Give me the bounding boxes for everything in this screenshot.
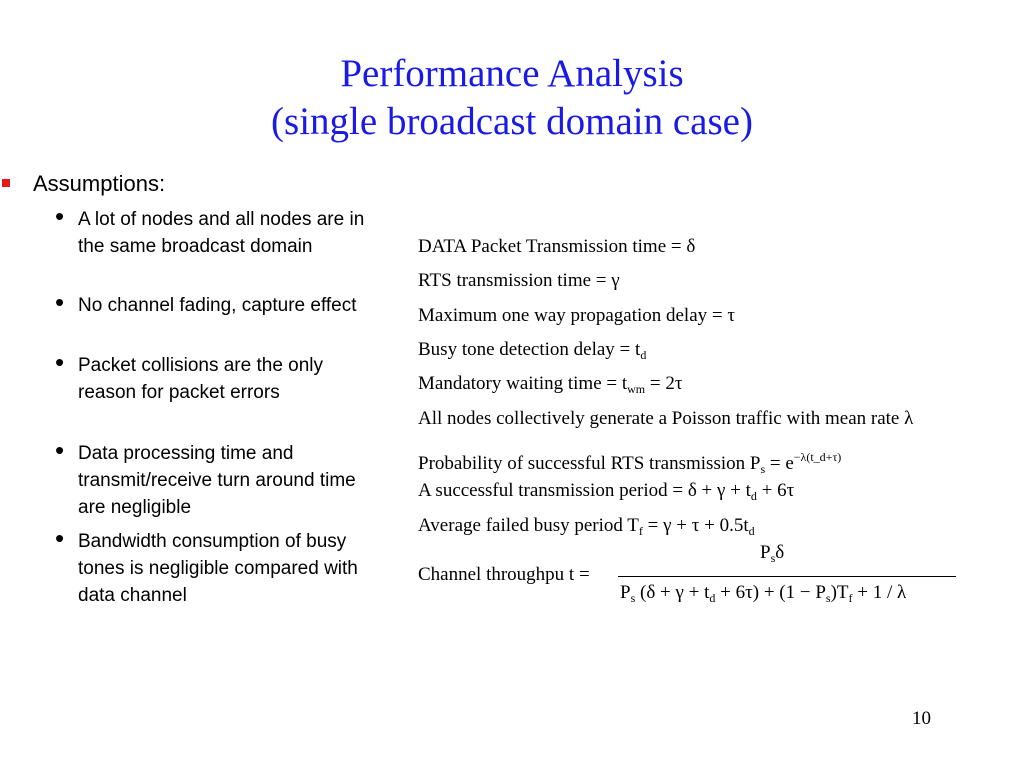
assumption-text: A lot of nodes and all nodes are in the same broadcast domain xyxy=(78,209,365,257)
eq-wait xyxy=(418,373,682,400)
eq-wait-sub: wm xyxy=(627,382,646,396)
den-sub4: f xyxy=(848,591,853,605)
assumption-text: Data processing time and transmit/receive turn around time are negligible xyxy=(78,443,356,518)
eq-wait-label: Mandatory waiting time = t xyxy=(418,373,628,394)
eq-busy-tone-label: Busy tone detection delay = t xyxy=(418,339,641,360)
eq-throughput-numerator xyxy=(760,542,784,566)
fraction-line xyxy=(618,576,956,577)
assumption-text: Packet collisions are the only reason for packet errors xyxy=(78,355,324,403)
assumption-text: No channel fading, capture effect xyxy=(78,295,357,316)
eq-throughput-denominator xyxy=(620,582,906,606)
eq-failed-rhs: = γ + τ + 0.5t xyxy=(642,515,749,536)
den-sub2: d xyxy=(709,591,716,605)
slide-title-line2: (single broadcast domain case) xyxy=(271,100,753,143)
eq-wait-rhs: = 2τ xyxy=(645,373,683,394)
eq-poisson: All nodes collectively generate a Poisson traffic with mean rate λ xyxy=(418,408,914,429)
slide-title-line1: Performance Analysis xyxy=(340,52,684,95)
bullet-dot-icon: • xyxy=(55,347,65,377)
bullet-dot-icon: • xyxy=(55,435,65,465)
bullet-dot-icon: • xyxy=(55,287,65,317)
num-rhs: δ xyxy=(775,542,785,563)
den-rhs3: )T xyxy=(830,582,849,603)
den-sub: s xyxy=(630,591,636,605)
eq-prob xyxy=(418,446,841,480)
eq-data-tx: DATA Packet Transmission time = δ xyxy=(418,236,696,257)
eq-throughput-label: Channel throughpu t = xyxy=(418,564,590,585)
red-square-bullet-icon xyxy=(2,179,10,187)
eq-prob-label: Probability of successful RTS transmission P xyxy=(418,453,761,474)
den-p: P xyxy=(620,582,631,603)
eq-success-label: A successful transmission period = δ + γ + t xyxy=(418,480,751,501)
eq-prob-sub: s xyxy=(760,462,766,476)
eq-failed-label: Average failed busy period T xyxy=(418,515,639,536)
eq-failed-sub2: d xyxy=(748,524,755,538)
slide-title xyxy=(0,50,1024,146)
eq-busy-tone xyxy=(418,339,646,366)
eq-busy-tone-sub: d xyxy=(640,348,647,362)
den-rhs2: + 6τ) + (1 − P xyxy=(715,582,826,603)
eq-prob-exp: −λ(t_d+τ) xyxy=(793,450,842,464)
eq-rts-tx: RTS transmission time = γ xyxy=(418,270,620,291)
eq-failed xyxy=(418,515,755,542)
assumption-text: Bandwidth consumption of busy tones is negligible compared with data channel xyxy=(78,531,358,606)
num-p: P xyxy=(760,542,771,563)
eq-success-rhs: + 6τ xyxy=(756,480,795,501)
eq-failed-sub: f xyxy=(638,524,643,538)
den-sub3: s xyxy=(825,591,831,605)
eq-prop-delay: Maximum one way propagation delay = τ xyxy=(418,305,735,326)
den-rhs4: + 1 / λ xyxy=(852,582,907,603)
eq-success xyxy=(418,480,794,507)
eq-success-sub: d xyxy=(750,489,757,503)
eq-prob-rhs: = e xyxy=(765,453,794,474)
bullet-dot-icon: • xyxy=(55,523,65,553)
den-rhs: (δ + γ + t xyxy=(635,582,710,603)
bullet-dot-icon: • xyxy=(55,201,65,231)
assumptions-heading: Assumptions: xyxy=(33,171,166,196)
num-sub: s xyxy=(770,551,776,565)
page-number: 10 xyxy=(912,708,931,729)
